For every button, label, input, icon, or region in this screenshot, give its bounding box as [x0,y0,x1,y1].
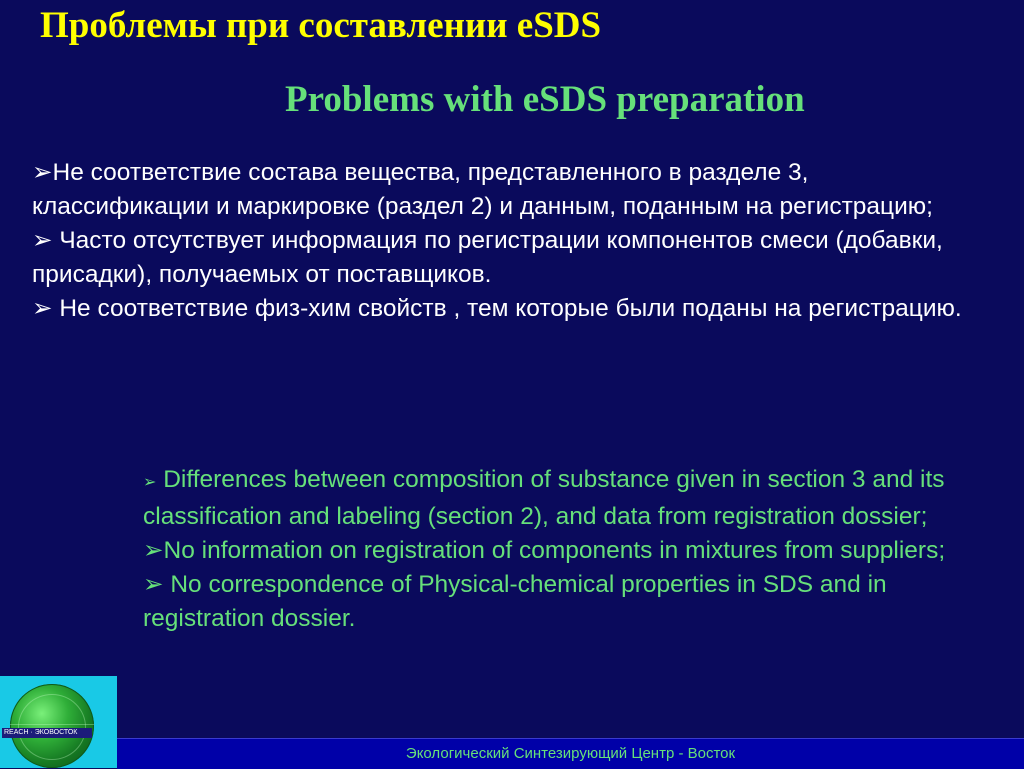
footer-bar [117,738,1024,769]
arrow-bullet-icon: ➢ [143,537,164,564]
en-bullet-item [143,463,1013,534]
arrow-bullet-icon: ➢ [32,227,53,254]
slide-title-en: Problems with eSDS preparation [285,79,805,120]
arrow-bullet-icon: ➢ [32,295,53,322]
ru-bullet-item [32,224,992,292]
en-bullet-item [143,534,1013,568]
ru-bullet-text: Часто отсутствует информация по регистрации компонентов смеси (добавки, присадки), получаемых от поставщиков. [32,227,943,288]
en-bullet-item [143,568,1013,636]
arrow-bullet-icon: ➢ [143,571,164,598]
ru-bullet-item [32,156,992,224]
footer-text: Экологический Синтезирующий Центр - Восток [405,745,736,762]
logo [0,676,117,768]
globe-icon [10,684,94,768]
russian-bullet-list [32,156,992,326]
slide-title-ru: Проблемы при составлении eSDS [40,5,602,46]
arrow-bullet-icon: ➢ [143,474,157,491]
arrow-bullet-icon: ➢ [32,159,53,186]
en-bullet-text: No information on registration of components in mixtures from suppliers; [163,537,946,564]
logo-caption: REACH · ЭКОВОСТОК [2,728,92,738]
ru-bullet-text: Не соответствие физ-хим свойств , тем которые были поданы на регистрацию. [52,295,962,322]
ru-bullet-text: Не соответствие состава вещества, представленного в разделе 3, классификации и маркировке (раздел 2) и данным, поданным на регистрацию; [32,159,933,220]
english-bullet-list [143,463,1013,636]
en-bullet-text: No correspondence of Physical-chemical properties in SDS and in registration dossier. [143,571,887,632]
en-bullet-text: Differences between composition of substance given in section 3 and its classification and labeling (section 2), and data from registration dossier; [143,466,945,530]
ru-bullet-item [32,292,992,326]
